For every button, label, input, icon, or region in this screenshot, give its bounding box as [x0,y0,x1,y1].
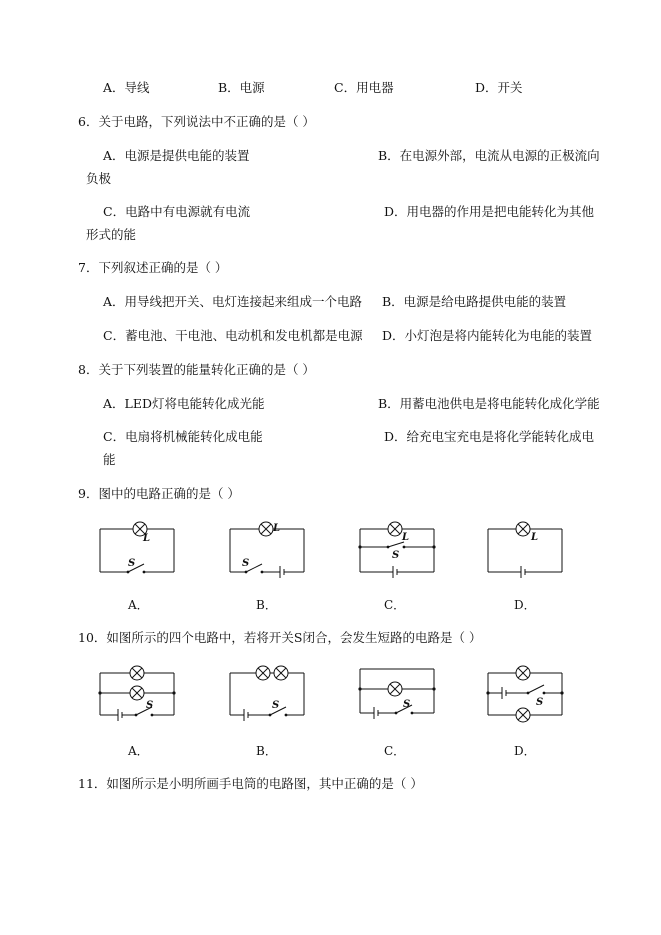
q8-option-c: C．电扇将机械能转化成电能 [103,429,263,444]
lamp-letter: L [273,523,281,534]
q6-option-d-cont: 形式的能 [86,227,137,242]
q10-circuit-d [484,662,566,722]
q10-circuit-a [96,662,178,722]
q7-option-a: A．用导线把开关、电灯连接起来组成一个电路 [103,294,363,309]
q5-option-c: C．用电器 [334,80,394,95]
q6-option-b-cont: 负极 [86,171,112,186]
q8-option-d-cont: 能 [103,452,116,467]
q10-stem: 10．如图所示的四个电路中，若将开关S闭合，会发生短路的电路是（ ） [78,630,482,645]
q6-option-b: B．在电源外部，电流从电源的正极流向 [378,148,600,163]
q9-circuit-a [96,518,178,576]
q5-option-d: D．开关 [475,80,523,95]
q7-option-d: D．小灯泡是将内能转化为电能的装置 [382,328,593,343]
switch-letter: S [392,550,400,561]
q6-stem: 6．关于电路，下列说法中不正确的是（ ） [78,114,315,129]
switch-letter: S [128,558,136,569]
lamp-letter: L [402,532,410,543]
q8-option-d: D．给充电宝充电是将化学能转化成电 [384,429,595,444]
q6-option-a: A．电源是提供电能的装置 [103,148,250,163]
q9-circuit-c [356,518,438,576]
q9-label-a: A． [128,598,149,612]
lamp-letter: L [531,532,539,543]
q10-label-d: D． [514,744,536,758]
q5-option-b: B．电源 [218,80,265,95]
q10-label-c: C． [384,744,406,758]
switch-letter: S [403,699,411,710]
q5-option-a: A．导线 [103,80,150,95]
switch-letter: S [272,700,280,711]
q11-stem: 11．如图所示是小明所画手电筒的电路图，其中正确的是（ ） [78,776,423,791]
q9-label-d: D． [514,598,536,612]
switch-letter: S [242,558,250,569]
lamp-letter: L [143,533,151,544]
q8-stem: 8．关于下列装置的能量转化正确的是（ ） [78,362,315,377]
q7-option-b: B．电源是给电路提供电能的装置 [382,294,567,309]
q7-stem: 7．下列叙述正确的是（ ） [78,260,228,275]
q8-option-b: B．用蓄电池供电是将电能转化成化学能 [378,396,600,411]
q10-label-b: B． [256,744,277,758]
q7-option-c: C．蓄电池、干电池、电动机和发电机都是电源 [103,328,363,343]
q9-label-b: B． [256,598,277,612]
q10-circuit-c [356,662,438,722]
q9-label-c: C． [384,598,406,612]
switch-letter: S [146,700,154,711]
q10-circuit-b [226,662,308,722]
switch-letter: S [536,697,544,708]
q9-stem: 9．图中的电路正确的是（ ） [78,486,240,501]
q6-option-c: C．电路中有电源就有电流 [103,204,251,219]
q9-circuit-b [226,518,308,576]
q6-option-d: D．用电器的作用是把电能转化为其他 [384,204,595,219]
q10-label-a: A． [128,744,149,758]
q8-option-a: A．LED灯将电能转化成光能 [103,396,265,411]
q9-circuit-d [484,518,566,576]
